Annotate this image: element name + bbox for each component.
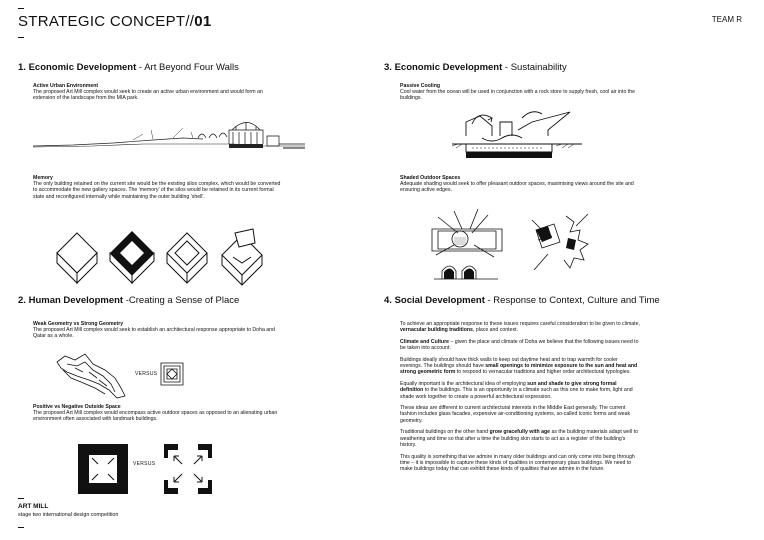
- shaded-spaces-sketch-left: [428, 205, 508, 283]
- section-2-heading: 2. Human Development -Creating a Sense of Place: [18, 295, 240, 306]
- section-3-heading: 3. Economic Development - Sustainability: [384, 62, 567, 73]
- s4-emphasis: Climate and Culture: [400, 338, 450, 345]
- s2-outside-space-text: The proposed Art Mill complex would encompass active outdoor spaces as opposed to an alienating urban environment often associated with landmark buildings.: [33, 410, 278, 423]
- s4-text: to respond to vernacular traditions and higher order architectural typologies.: [455, 369, 631, 376]
- s4-text: as the building materials adapt well to weathering and time so that after a time the building skin starts to act as a register of the building's history.: [400, 429, 638, 449]
- s1-active-urban-text: The proposed Art Mill complex would seek to create an active urban environment and would form an extension of the landscape from the MIA park.: [33, 89, 263, 102]
- s4-text: These ideas are different to current architectural interests in the Middle East generally. The current fashion includes glass facades, expensive air-conditioning systems, so-called iconic forms and weak geometry.: [400, 405, 631, 424]
- header-rule-top: [18, 8, 24, 9]
- s4-paragraph: [400, 321, 640, 334]
- s4-emphasis: sun and shade to give strong formal definition: [400, 380, 617, 394]
- footer-title: ART MILL: [18, 503, 49, 510]
- versus-label-1: VERSUS: [135, 371, 158, 377]
- s3-passive-cooling-title: Passive Cooling: [400, 83, 441, 89]
- strong-geometry-sketch: [160, 362, 184, 386]
- s4-text: Buildings ideally should have thick walls to keep out daytime heat and to trap warmth for cooler evenings. The buildings should have: [400, 356, 618, 370]
- s4-text: to the buildings. This is an opportunity in a climate such as this one to make form, light and shade work together to create a powerful architectural expression.: [400, 387, 633, 400]
- landscape-section-sketch: [33, 118, 305, 158]
- s1-memory-title: Memory: [33, 175, 53, 181]
- s2-geometry-title: Weak Geometry vs Strong Geometry: [33, 321, 124, 327]
- s4-paragraph: [400, 357, 640, 376]
- s2-geometry-text: The proposed Art Mill complex would seek to establish an architectural response appropriate to Doha and Qatar as a whole.: [33, 327, 275, 340]
- footer-subtitle: stage two international design competition: [18, 512, 119, 518]
- s4-text: Equally important is the architectural idea of employing: [400, 380, 528, 387]
- section-1-heading: 1. Economic Development - Art Beyond Four Walls: [18, 62, 239, 73]
- s2-outside-space-title: Positive vs Negative Outside Space: [33, 404, 121, 410]
- s4-paragraph: [400, 454, 640, 473]
- s4-paragraph: [400, 381, 640, 400]
- s4-text: , place and context.: [472, 327, 518, 334]
- s3-shaded-outdoor-title: Shaded Outdoor Spaces: [400, 175, 461, 181]
- s4-emphasis: grow gracefully with age: [489, 429, 551, 436]
- s4-paragraph: [400, 339, 640, 352]
- section-4-heading: 4. Social Development - Response to Context, Culture and Time: [384, 295, 660, 306]
- s4-text: This quality is something that we admire in many older buildings and can only come into being through time – it is impossible to capture these kinds of qualities in contemporary glass buildings. We need to make buildings today that can exhibit these kinds of qualities that we admire in the future.: [400, 453, 635, 473]
- s4-emphasis: vernacular building traditions: [400, 327, 473, 334]
- versus-label-2: VERSUS: [133, 461, 156, 467]
- team-label: TEAM R: [711, 15, 742, 24]
- passive-cooling-sketch: [452, 108, 582, 166]
- s4-text: – given the place and climate of Doha we believe that the following issues need to be taken into account:: [400, 338, 639, 352]
- positive-space-sketch: [72, 440, 134, 498]
- s4-text: Traditional buildings on the other hand: [400, 429, 490, 436]
- silo-cubes-sketch: [55, 227, 285, 287]
- s4-body-text: [400, 321, 640, 478]
- header-rule-bottom: [18, 37, 24, 38]
- s3-passive-cooling-text: Cool water from the ocean will be used in conjunction with a rock store to supply fresh, cool air into the buildings.: [400, 89, 635, 102]
- negative-space-sketch: [158, 440, 218, 498]
- s4-text: To achieve an appropriate response to these issues requires careful consideration to be given to climate,: [400, 321, 640, 327]
- s1-active-urban-title: Active Urban Environment: [33, 83, 99, 89]
- s4-paragraph: [400, 405, 640, 424]
- footer-rule-top: [18, 498, 24, 499]
- shaded-spaces-sketch-right: [530, 210, 592, 278]
- page-title: STRATEGIC CONCEPT//01: [18, 13, 212, 30]
- s3-shaded-outdoor-text: Adequate shading would seek to offer pleasant outdoor spaces, maximising views around the site and ensuring active edges.: [400, 181, 634, 194]
- s1-memory-text: The only building retained on the current site would be the existing silos complex, which would be converted to accommodate the new gallery spaces. The 'memory' of the silos would be retained in its current formal state and reconfigured internally while maintaining the outer building 'shell'.: [33, 181, 281, 200]
- footer-rule-bottom: [18, 527, 24, 528]
- s4-emphasis: small openings to minimize exposure to the sun and heat and strong geometric form: [400, 363, 638, 376]
- s4-paragraph: [400, 429, 640, 448]
